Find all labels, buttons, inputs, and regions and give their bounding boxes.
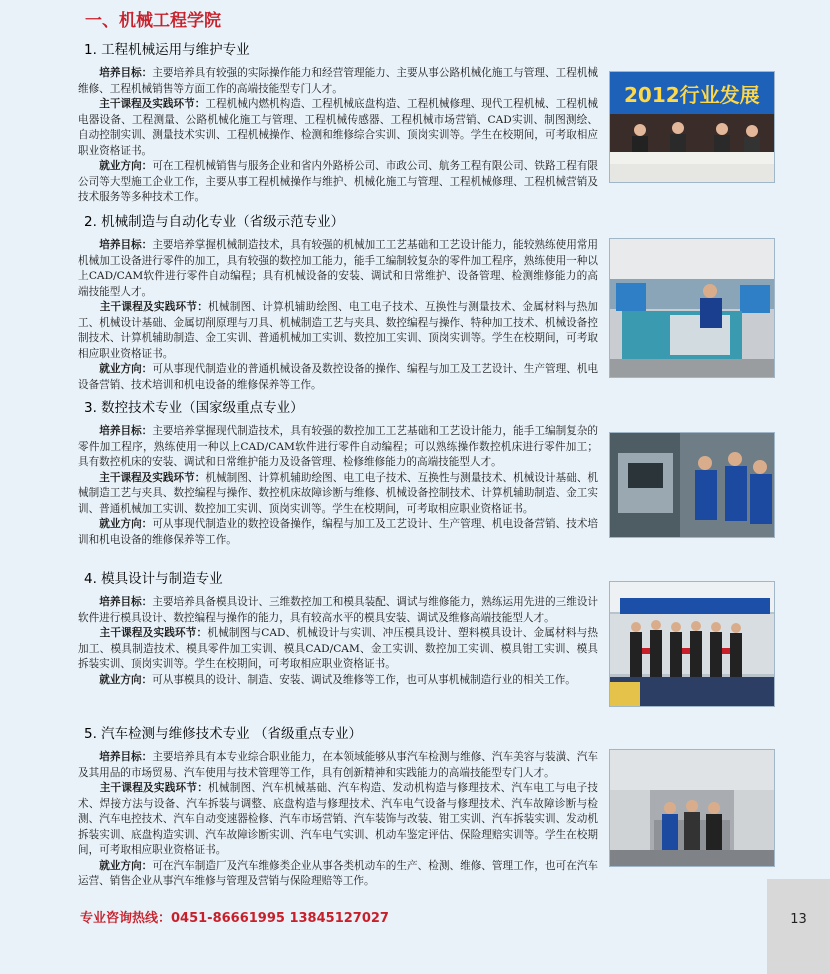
goal-text: 主要培养具有较强的实际操作能力和经营管理能力、主要从事公路机械化施工与管理、工程机械维修、工程机械销售等方面工作的高端技能型专门人才。 [78,67,599,95]
goal-label: 培养目标： [99,596,153,608]
course-label: 主干课程及实践环节： [99,782,209,794]
goal-text: 主要培养掌握机械制造技术，具有较强的机械加工工艺基础和工艺设计能力，能较熟练使用常用机械加工设备进行零件的加工，具有较强的数控加工能力，能手工编制较复杂的零件加工程序，熟练使用一种以上CAD/CAM软件进行零件自动编程；具有机械设备的安装、调试和日常维护、设备管理、检测维修能力的高端技能型人才。 [78,239,599,298]
career-paragraph [78,362,598,393]
banner-text: 2012行业发展 [624,83,760,107]
goal-paragraph [78,66,598,97]
course-paragraph [78,300,598,362]
course-text: 工程机械内燃机构造、工程机械底盘构造、工程机械修理、现代工程机械、工程机械电器设备、工程测量、公路机械化施工与管理、工程机械传感器、工程机械市场营销、CAD实训、制图测绘、自动控制实训、测量技术实训、工程机械操作、检测和维修综合实训、顶岗实训等。学生在校期间，可考取相应职业资格证书。 [78,98,599,157]
course-paragraph [78,471,598,518]
consult-hotline: 专业咨询热线：0451-86661995 13845127027 [80,911,389,926]
section-heading: 4. 模具设计与制造专业 [84,571,223,587]
course-text: 机械制图与CAD、机械设计与实训、冲压模具设计、塑料模具设计、金属材料与热加工、模具制造技术、模具零件加工实训、模具CAD/CAM、金工实训、数控加工实训、模具钳工实训、模具拆装实训、顶岗实训等。学生在校期间，可考取相应职业资格证书。 [78,627,599,670]
goal-label: 培养目标： [99,67,153,79]
career-paragraph [78,673,598,689]
section-heading: 5. 汽车检测与维修技术专业 （省级重点专业） [84,726,362,742]
career-label: 就业方向： [99,859,153,872]
career-label: 就业方向： [99,363,153,375]
photo-auto-workshop [609,749,775,867]
photo-conference [609,71,775,183]
course-text: 机械制图、计算机辅助绘图、电工电子技术、互换性与测量技术、金属材料与热加工、机械设计基础、金属切削原理与刀具、机械制造工艺与夹具、数控编程与操作、特种加工技术、机械设备控制技术、计算机辅助制造、金工实训、普通机械加工实训、数控加工实训、顶岗实训等。学生在校期间，可考取相应职业资格证书。 [78,301,599,360]
career-label: 就业方向： [99,673,153,686]
career-paragraph [78,159,598,206]
course-text: 机械制图、计算机辅助绘图、电工电子技术、互换性与测量技术、机械设计基础、机械制造工艺与夹具、数控编程与操作、数控机床故障诊断与维修、机械设备控制技术、计算机辅助制造、金工实训、普通机械加工实训、数控加工实训、顶岗实训等。学生在校期间，可考取相应职业资格证书。 [78,471,599,515]
course-label: 主干课程及实践环节： [99,98,206,110]
page-number-box [767,879,830,974]
goal-paragraph [78,424,598,471]
section-heading: 1. 工程机械运用与维护专业 [84,42,250,58]
goal-label: 培养目标： [99,751,153,763]
goal-text: 主要培养具备模具设计、三维数控加工和模具装配、调试与维修能力，熟练运用先进的三维设计软件进行模具设计、数控编程与操作的能力，具有较高水平的模具安装、调试及维修高端技能型人才。 [78,596,599,624]
course-text: 机械制图、汽车机械基础、汽车构造、发动机构造与修理技术、汽车电工与电子技术、焊接方法与设备、汽车拆装与调整、底盘构造与修理技术、汽车电气设备与修理技术、汽车故障诊断与检测、汽车电控技术、汽车自动变速器检修、汽车市场营销、汽车装饰与改装、钳工实训、汽车拆装实训、发动机拆装实训、底盘构造实训、汽车故障诊断实训、汽车电气实训、机动车鉴定评估、保险理赔实训等。学生在校期间，可考取相应职业资格证书。 [78,782,599,856]
goal-paragraph [78,238,598,300]
career-paragraph [78,517,598,548]
course-label: 主干课程及实践环节： [99,471,206,484]
section-1 [78,38,598,206]
page-number: 13 [790,912,807,927]
photo-cnc-lab [609,432,775,538]
section-3 [78,396,598,548]
goal-text: 主要培养掌握现代制造技术，具有较强的数控加工工艺基础和工艺设计能力，能手工编制复杂的零件加工程序，熟练使用一种以上CAD/CAM软件进行零件自动编程；可以熟练操作数控机床进行零件加工；具有数控机床的安装、调试和日常维护能力及设备管理、检修维修能力的高端技能型人才。 [78,425,599,468]
course-paragraph [78,626,598,673]
career-paragraph [78,859,598,890]
goal-paragraph [78,750,598,781]
career-text: 可在工程机械销售与服务企业和省内外路桥公司、市政公司、航务工程有限公司、铁路工程有限公司等大型施工企业工作，主要从事工程机械操作与维护、机械化施工与管理、工程机械修理、工程机械营销及技术服务等多种技术工作。 [78,160,599,203]
career-text: 可从事模具的设计、制造、安装、调试及维修等工作，也可从事机械制造行业的相关工作。 [152,673,576,686]
career-text: 可从事现代制造业的普通机械设备及数控设备的操作、编程与加工及工艺设计、生产管理、机电设备营销、技术培训和机电设备的维修保养等工作。 [78,363,599,391]
course-paragraph [78,97,598,159]
page-title: 一、机械工程学院 [85,11,221,31]
goal-label: 培养目标： [99,425,153,437]
career-text: 可从事现代制造业的数控设备操作，编程与加工及工艺设计、生产管理、机电设备营销、技术培训和机电设备的维修保养等工作。 [78,518,599,546]
section-heading: 3. 数控技术专业（国家级重点专业） [84,400,304,416]
course-label: 主干课程及实践环节： [99,627,208,639]
career-label: 就业方向： [99,160,153,172]
section-4 [78,567,598,688]
goal-paragraph [78,595,598,626]
photo-award-ceremony [609,581,775,707]
course-paragraph [78,781,598,859]
section-heading: 2. 机械制造与自动化专业（省级示范专业） [84,214,345,230]
section-2 [78,210,598,393]
goal-text: 主要培养具有本专业综合职业能力，在本领域能够从事汽车检测与维修、汽车美容与装潢、汽车及其用品的市场贸易、汽车使用与技术管理等工作，具有创新精神和实践能力的高端技能型专门人才。 [78,751,599,779]
goal-label: 培养目标： [99,239,153,251]
section-5 [78,722,598,890]
career-label: 就业方向： [99,518,153,530]
photo-workshop [609,238,775,378]
career-text: 可在汽车制造厂及汽车维修类企业从事各类机动车的生产、检测、维修、管理工作，也可在汽车运营、销售企业从事汽车维修与管理及营销与保险理赔等工作。 [78,859,599,887]
course-label: 主干课程及实践环节： [99,301,209,313]
